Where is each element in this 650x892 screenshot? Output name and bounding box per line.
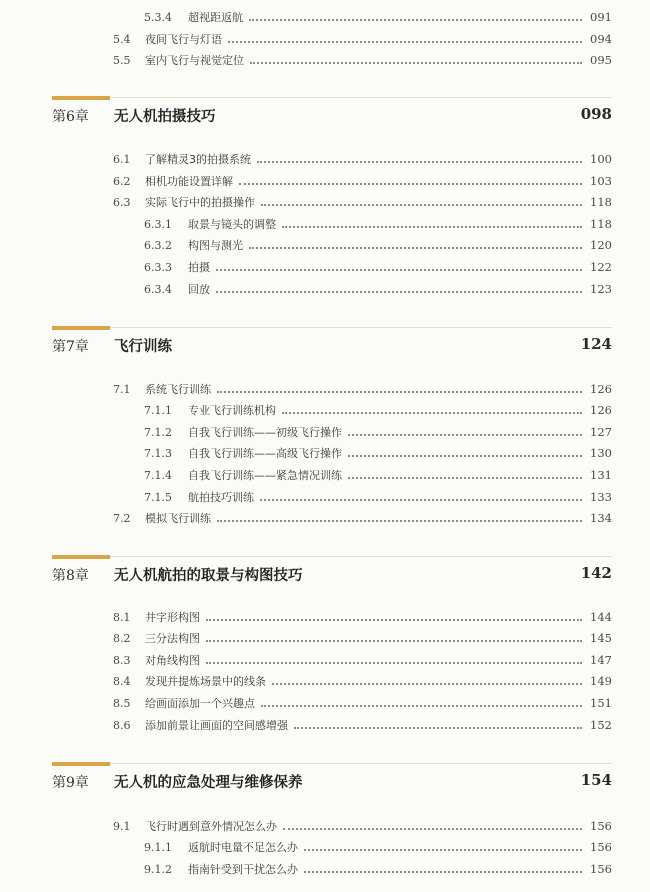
entry-title: 发现并提炼场景中的线条 — [145, 675, 266, 688]
entry-number: 7.1.4 — [144, 468, 172, 482]
toc-entry[interactable] — [113, 671, 612, 691]
entry-page: 126 — [590, 403, 612, 417]
entry-page: 103 — [590, 174, 612, 188]
entry-title: 室内飞行与视觉定位 — [145, 54, 244, 67]
dot-leader — [257, 160, 582, 163]
entry-page: 130 — [590, 446, 612, 460]
entry-page: 123 — [590, 282, 612, 296]
entry-page: 156 — [590, 819, 612, 833]
entry-title: 拍摄 — [188, 261, 210, 274]
dot-leader — [304, 870, 582, 873]
dot-leader — [272, 682, 582, 685]
entry-page: 131 — [590, 468, 612, 482]
toc-entry[interactable] — [113, 192, 612, 212]
chapter-title: 飞行训练 — [114, 339, 172, 355]
toc-entry[interactable] — [144, 7, 612, 27]
entry-page: 156 — [590, 862, 612, 876]
toc-entry[interactable] — [144, 465, 612, 485]
entry-number: 6.3.3 — [144, 260, 172, 274]
toc-entry[interactable] — [144, 279, 612, 299]
toc-entry[interactable] — [113, 508, 612, 528]
entry-number: 5.4 — [113, 32, 131, 46]
dot-leader — [294, 726, 582, 729]
entry-number: 8.6 — [113, 718, 131, 732]
entry-title: 指南针受到干扰怎么办 — [188, 863, 298, 876]
chapter-accent-bar — [52, 555, 110, 559]
entry-page: 149 — [590, 674, 612, 688]
entry-number: 7.2 — [113, 511, 131, 525]
entry-title: 回放 — [188, 283, 210, 296]
chapter-title: 无人机拍摄技巧 — [114, 109, 216, 125]
entry-page: 134 — [590, 511, 612, 525]
entry-title: 井字形构图 — [145, 611, 200, 624]
entry-title: 模拟飞行训练 — [145, 512, 211, 525]
chapter-heading[interactable] — [52, 326, 612, 360]
toc-entry[interactable] — [144, 837, 612, 857]
chapter-rule — [52, 556, 612, 557]
entry-number: 6.3 — [113, 195, 131, 209]
dot-leader — [206, 639, 582, 642]
entry-title: 自我飞行训练——高级飞行操作 — [188, 447, 342, 460]
entry-page: 118 — [590, 195, 612, 209]
dot-leader — [250, 61, 582, 64]
entry-title: 取景与镜头的调整 — [188, 218, 276, 231]
entry-title: 给画面添加一个兴趣点 — [145, 697, 255, 710]
chapter-heading[interactable] — [52, 555, 612, 589]
entry-page: 100 — [590, 152, 612, 166]
entry-title: 系统飞行训练 — [145, 383, 211, 396]
entry-title: 自我飞行训练——初级飞行操作 — [188, 426, 342, 439]
entry-page: 144 — [590, 610, 612, 624]
dot-leader — [348, 433, 582, 436]
entry-number: 6.3.2 — [144, 238, 172, 252]
entry-title: 夜间飞行与灯语 — [145, 33, 222, 46]
entry-number: 6.3.1 — [144, 217, 172, 231]
toc-entry[interactable] — [113, 607, 612, 627]
chapter-rule — [52, 763, 612, 764]
entry-page: 152 — [590, 718, 612, 732]
entry-title: 飞行时遇到意外情况怎么办 — [145, 820, 277, 833]
entry-number: 9.1.1 — [144, 840, 172, 854]
chapter-page: 154 — [580, 771, 612, 789]
toc-entry[interactable] — [144, 487, 612, 507]
entry-page: 120 — [590, 238, 612, 252]
chapter-label: 第8章 — [52, 568, 89, 584]
entry-title: 相机功能设置详解 — [145, 175, 233, 188]
entry-title: 专业飞行训练机构 — [188, 404, 276, 417]
dot-leader — [216, 290, 582, 293]
toc-entry[interactable] — [113, 29, 612, 49]
entry-number: 5.3.4 — [144, 10, 172, 24]
entry-title: 对角线构图 — [145, 654, 200, 667]
entry-title: 实际飞行中的拍摄操作 — [145, 196, 255, 209]
chapter-label: 第6章 — [52, 109, 89, 125]
entry-page: 126 — [590, 382, 612, 396]
dot-leader — [228, 40, 582, 43]
toc-entry[interactable] — [144, 400, 612, 420]
entry-page: 145 — [590, 631, 612, 645]
chapter-page: 098 — [580, 105, 612, 123]
entry-title: 添加前景让画面的空间感增强 — [145, 719, 288, 732]
entry-page: 094 — [590, 32, 612, 46]
entry-title: 了解精灵3的拍摄系统 — [145, 153, 251, 166]
chapter-label: 第7章 — [52, 339, 89, 355]
entry-page: 127 — [590, 425, 612, 439]
entry-page: 122 — [590, 260, 612, 274]
dot-leader — [217, 519, 582, 522]
toc-entry[interactable] — [144, 422, 612, 442]
entry-page: 118 — [590, 217, 612, 231]
entry-number: 8.4 — [113, 674, 131, 688]
entry-number: 8.2 — [113, 631, 131, 645]
chapter-title: 无人机航拍的取景与构图技巧 — [114, 568, 303, 584]
toc-entry[interactable] — [144, 257, 612, 277]
entry-number: 6.2 — [113, 174, 131, 188]
entry-title: 三分法构图 — [145, 632, 200, 645]
chapter-page: 142 — [580, 564, 612, 582]
toc-entry[interactable] — [144, 235, 612, 255]
entry-page: 151 — [590, 696, 612, 710]
entry-number: 7.1.1 — [144, 403, 172, 417]
dot-leader — [348, 476, 582, 479]
chapter-rule — [52, 97, 612, 98]
entry-number: 8.1 — [113, 610, 131, 624]
chapter-heading[interactable] — [52, 762, 612, 796]
dot-leader — [206, 618, 582, 621]
entry-title: 返航时电量不足怎么办 — [188, 841, 298, 854]
toc-entry[interactable] — [113, 171, 612, 191]
toc-entry[interactable] — [113, 816, 612, 836]
toc-entry[interactable] — [144, 214, 612, 234]
entry-number: 7.1.5 — [144, 490, 172, 504]
entry-title: 航拍技巧训练 — [188, 491, 254, 504]
entry-number: 7.1.2 — [144, 425, 172, 439]
entry-page: 133 — [590, 490, 612, 504]
dot-leader — [239, 182, 582, 185]
chapter-accent-bar — [52, 762, 110, 766]
entry-number: 5.5 — [113, 53, 131, 67]
dot-leader — [261, 704, 582, 707]
dot-leader — [282, 411, 582, 414]
dot-leader — [282, 225, 582, 228]
chapter-accent-bar — [52, 96, 110, 100]
dot-leader — [261, 203, 582, 206]
entry-page: 091 — [590, 10, 612, 24]
chapter-heading[interactable] — [52, 96, 612, 130]
dot-leader — [348, 454, 582, 457]
chapter-title: 无人机的应急处理与维修保养 — [114, 775, 303, 791]
dot-leader — [249, 246, 582, 249]
dot-leader — [304, 848, 582, 851]
entry-number: 8.5 — [113, 696, 131, 710]
entry-title: 超视距返航 — [188, 11, 243, 24]
dot-leader — [217, 390, 582, 393]
toc-entry[interactable] — [113, 628, 612, 648]
entry-page: 147 — [590, 653, 612, 667]
toc-entry[interactable] — [144, 443, 612, 463]
toc-entry[interactable] — [113, 693, 612, 713]
toc-entry[interactable] — [113, 650, 612, 670]
entry-number: 7.1.3 — [144, 446, 172, 460]
toc-entry[interactable] — [113, 379, 612, 399]
toc-entry[interactable] — [144, 859, 612, 879]
chapter-rule — [52, 327, 612, 328]
dot-leader — [216, 268, 582, 271]
entry-number: 9.1 — [113, 819, 131, 833]
entry-title: 自我飞行训练——紧急情况训练 — [188, 469, 342, 482]
entry-number: 6.3.4 — [144, 282, 172, 296]
entry-number: 7.1 — [113, 382, 131, 396]
entry-title: 构图与测光 — [188, 239, 243, 252]
entry-number: 6.1 — [113, 152, 131, 166]
toc-entry[interactable] — [113, 50, 612, 70]
dot-leader — [283, 827, 582, 830]
entry-page: 156 — [590, 840, 612, 854]
dot-leader — [206, 661, 582, 664]
chapter-accent-bar — [52, 326, 110, 330]
chapter-label: 第9章 — [52, 775, 89, 791]
entry-page: 095 — [590, 53, 612, 67]
dot-leader — [260, 498, 582, 501]
dot-leader — [249, 18, 582, 21]
chapter-page: 124 — [580, 335, 612, 353]
entry-number: 9.1.2 — [144, 862, 172, 876]
toc-entry[interactable] — [113, 715, 612, 735]
toc-entry[interactable] — [113, 149, 612, 169]
entry-number: 8.3 — [113, 653, 131, 667]
